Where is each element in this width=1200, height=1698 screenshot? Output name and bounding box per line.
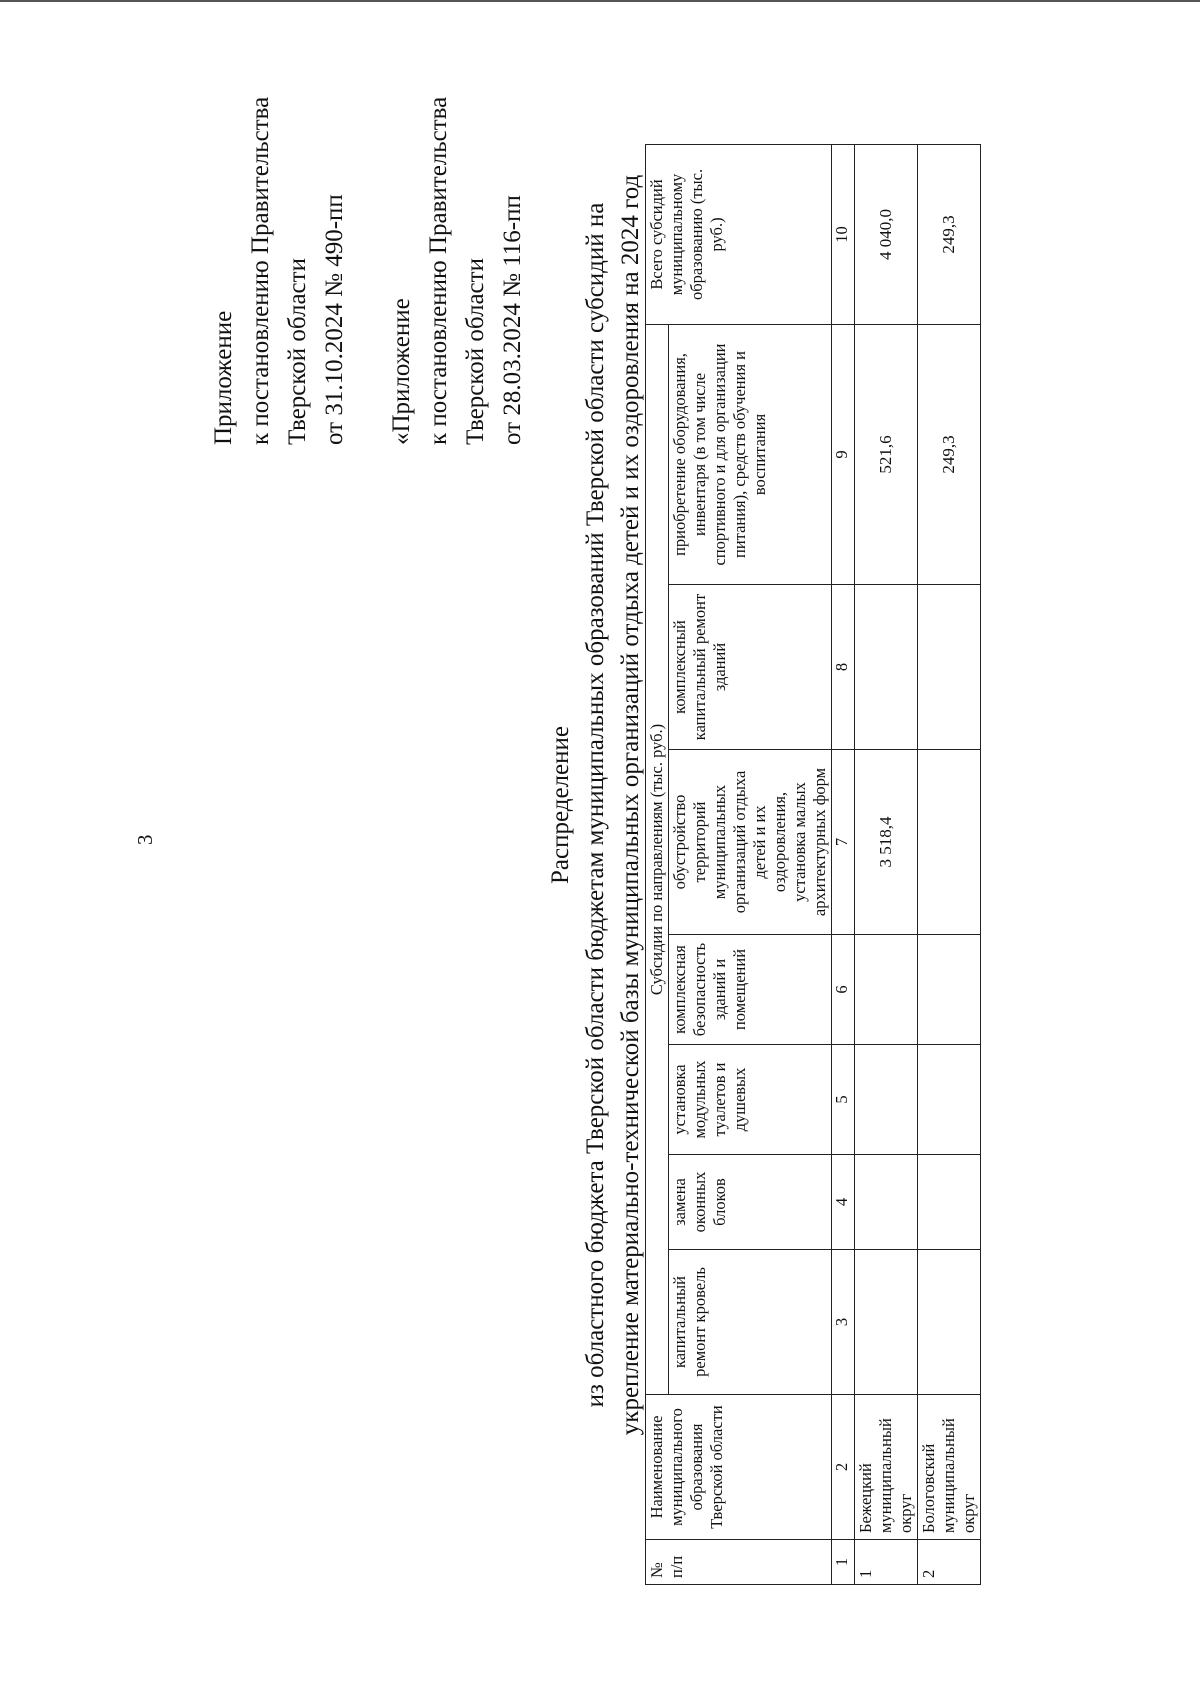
row-value (918, 750, 981, 935)
header-direction: приобретение оборудования, инвентаря (в том числе спортивного и для организации питания), средств обучения и воспитания (669, 324, 832, 584)
appendix-header (205, 97, 531, 445)
header-direction: капитальный ремонт кровель (669, 1250, 832, 1395)
page-top-edge (0, 0, 1200, 2)
header-total: Всего субсидий муниципальному образованию (тыс. руб.) (646, 144, 832, 324)
row-value (855, 585, 918, 750)
column-number: 2 (832, 1395, 855, 1540)
row-value: 3 518,4 (855, 750, 918, 935)
row-num: 2 (918, 1540, 981, 1585)
row-value (918, 1250, 981, 1395)
page-number: 3 (133, 834, 157, 845)
row-num: 1 (855, 1540, 918, 1585)
appendix-new-line: Приложение (210, 310, 237, 445)
header-direction: обустройство территорий муниципальных организаций отдыха детей и их оздоровления, установка малых архитектурных форм (669, 750, 832, 935)
table-subheader-row (669, 144, 832, 1584)
appendix-new-line: к постановлению Правительства (247, 96, 274, 445)
row-total: 4 040,0 (855, 144, 918, 324)
row-value (855, 1045, 918, 1155)
column-number: 3 (832, 1250, 855, 1395)
header-direction: замена оконных блоков (669, 1155, 832, 1250)
row-value: 249,3 (918, 324, 981, 584)
column-number: 10 (832, 144, 855, 324)
document-title (543, 25, 648, 1585)
document-sheet (55, 35, 1115, 1625)
row-name: Бологовский муниципальный округ (918, 1395, 981, 1540)
header-direction: комплексная безопасность зданий и помещений (669, 935, 832, 1045)
row-value (918, 1045, 981, 1155)
table-row (918, 144, 981, 1584)
appendix-old-line: от 28.03.2024 № 116-пп (499, 195, 526, 445)
column-number: 5 (832, 1045, 855, 1155)
row-value (855, 935, 918, 1045)
header-direction: установка модульных туалетов и душевых (669, 1045, 832, 1155)
row-value: 521,6 (855, 324, 918, 584)
row-value (855, 1155, 918, 1250)
header-num: № п/п (646, 1540, 832, 1585)
header-name: Наименование муниципального образования Тверской области (646, 1395, 832, 1540)
title-line: укрепление материально-технической базы муниципальных организаций отдыха детей и их оздоровления на 2024 год (617, 174, 644, 1436)
column-number: 6 (832, 935, 855, 1045)
row-value (918, 585, 981, 750)
header-group: Субсидии по направлениям (тыс. руб.) (646, 324, 669, 1394)
row-total: 249,3 (918, 144, 981, 324)
appendix-new-line: от 31.10.2024 № 490-пп (321, 194, 348, 445)
column-number-row (832, 144, 855, 1584)
row-value (918, 1155, 981, 1250)
column-number: 7 (832, 750, 855, 935)
header-direction: комплексный капитальный ремонт зданий (669, 585, 832, 750)
column-number: 4 (832, 1155, 855, 1250)
title-heading: Распределение (547, 726, 574, 884)
appendix-new-line: Тверской области (284, 258, 311, 445)
title-line: из областного бюджета Тверской области бюджетам муниципальных образований Тверской области субсидий на (582, 202, 609, 1408)
subsidy-table (645, 144, 981, 1585)
appendix-old-line: к постановлению Правительства (425, 96, 452, 445)
column-number: 1 (832, 1540, 855, 1585)
column-number: 8 (832, 585, 855, 750)
appendix-old-line: Тверской области (462, 258, 489, 445)
table-header-row (646, 144, 669, 1584)
row-name: Бежецкий муниципальный округ (855, 1395, 918, 1540)
table-row (855, 144, 918, 1584)
row-value (918, 935, 981, 1045)
appendix-old-line: «Приложение (388, 298, 415, 445)
row-value (855, 1250, 918, 1395)
column-number: 9 (832, 324, 855, 584)
